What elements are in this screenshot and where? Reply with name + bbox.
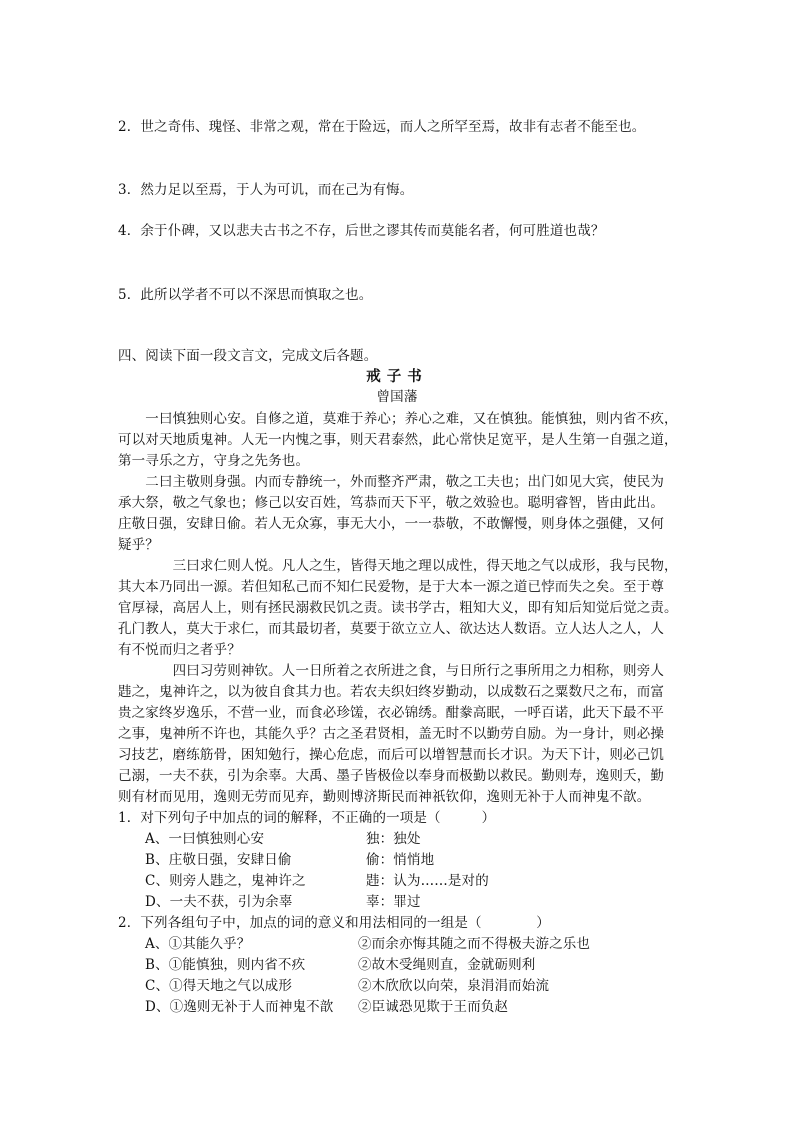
essay-line: 贵之家终岁逸乐，不营一业，而食必珍馐，衣必锦绣。酣豢高眠，一呼百诺，此天下最不平: [118, 705, 664, 721]
essay-line: 官厚禄，高居人上，则有拯民溺救民饥之责。读书学古，粗知大义，即有知后知觉后觉之责。: [118, 600, 678, 616]
essay-title: 戒子书: [366, 368, 428, 385]
question-1-option-d-gloss: 辜：罪过: [366, 894, 421, 910]
essay-line: 则有材而见用，逸则无劳而见弃，勤则博济斯民而神祇钦仰，逸则无补于人而神鬼不歆。: [118, 789, 651, 805]
question-1-option-b-gloss: 偷：悄悄地: [366, 852, 435, 868]
essay-line: 之事，鬼神所不许也，其能久乎？古之圣君贤相，盖无时不以勤劳自励。为一身计，则必操: [118, 726, 664, 742]
question-2-option-d: D、①逸则无补于人而神鬼不歆: [145, 999, 334, 1015]
question-2-option-c: C、①得天地之气以成形: [145, 978, 292, 994]
essay-line: 己溺，一夫不获，引为余辜。大禹、墨子皆极俭以奉身而极勤以救民。勤则寿，逸则夭，勤: [118, 768, 664, 784]
question-1-option-d: D、一夫不获，引为余辜: [145, 894, 293, 910]
question-2-option-d-pair: ②臣诚恐见欺于王而负赵: [358, 999, 509, 1015]
essay-line: 三曰求仁则人悦。凡人之生，皆得天地之理以成性，得天地之气以成形，我与民物，: [118, 558, 678, 574]
question-2-stem: 2．下列各组句子中，加点的词的意义和用法相同的一组是（ ）: [118, 915, 550, 931]
essay-line: 庄敬日强，安肆日偷。若人无众寡，事无大小，一一恭敬，不敢懈慢，则身体之强健，又何: [118, 516, 664, 532]
question-2-option-a: A、①其能久乎？: [145, 936, 251, 952]
question-2-option-b: B、①能慎独，则内省不疚: [145, 957, 306, 973]
question-1-option-c: C、则旁人韪之，鬼神许之: [145, 873, 306, 889]
sentence-3: 3．然力足以至焉，于人为可讥，而在己为有悔。: [118, 182, 414, 198]
essay-line: 韪之，鬼神许之，以为彼自食其力也。若农夫织妇终岁勤动，以成数石之粟数尺之布，而富: [118, 684, 664, 700]
sentence-5: 5．此所以学者不可以不深思而慎取之也。: [118, 287, 373, 303]
sentence-4: 4．余于仆碑，又以悲夫古书之不存，后世之谬其传而莫能名者，何可胜道也哉？: [118, 223, 605, 239]
question-1-option-b: B、庄敬日强，安肆日偷: [145, 852, 292, 868]
question-1-option-a: A、一曰慎独则心安: [145, 831, 265, 847]
section-heading: 四、阅读下面一段文言文，完成文后各题。: [118, 348, 378, 364]
essay-line: 其大本乃同出一源。若但知私己而不知仁民爱物，是于大本一源之道已悖而失之矣。至于尊: [118, 579, 664, 595]
question-2-option-c-pair: ②木欣欣以向荣，泉涓涓而始流: [358, 978, 550, 994]
essay-line: 一曰慎独则心安。自修之道，莫难于养心；养心之难，又在慎独。能慎独，则内省不疚，: [118, 411, 678, 427]
question-2-option-a-pair: ②而余亦悔其随之而不得极夫游之乐也: [358, 936, 591, 952]
essay-line: 承大祭，敬之气象也；修己以安百姓，笃恭而天下平，敬之效验也。聪明睿智，皆由此出。: [118, 495, 664, 511]
essay-line: 可以对天地质鬼神。人无一内愧之事，则天君泰然，此心常快足宽平，是人生第一自强之道，: [118, 432, 678, 448]
essay-line: 孔门教人，莫大于求仁，而其最切者，莫要于欲立立人、欲达达人数语。立人达人之人，人: [118, 621, 664, 637]
essay-line: 习技艺，磨练筋骨，困知勉行，操心危虑，而后可以增智慧而长才识。为天下计，则必己饥: [118, 747, 664, 763]
question-2-option-b-pair: ②故木受绳则直，金就砺则利: [358, 957, 536, 973]
sentence-2: 2．世之奇伟、瑰怪、非常之观，常在于险远，而人之所罕至焉，故非有志者不能至也。: [118, 119, 646, 135]
essay-line: 四曰习劳则神钦。人一日所着之衣所进之食，与日所行之事所用之力相称，则旁人: [118, 663, 664, 679]
essay-line: 疑乎？: [118, 537, 159, 553]
essay-line: 第一寻乐之方，守身之先务也。: [118, 453, 310, 469]
question-1-option-a-gloss: 独：独处: [366, 831, 421, 847]
question-1-option-c-gloss: 韪：认为……是对的: [366, 873, 489, 889]
essay-line: 有不悦而归之者乎？: [118, 642, 241, 658]
essay-line: 二曰主敬则身强。内而专静统一，外而整齐严肃，敬之工夫也；出门如见大宾，使民为: [118, 474, 664, 490]
essay-author: 曾国藩: [376, 389, 418, 405]
question-1-stem: 1．对下列句子中加点的词的解释，不正确的一项是（ ）: [118, 810, 496, 826]
